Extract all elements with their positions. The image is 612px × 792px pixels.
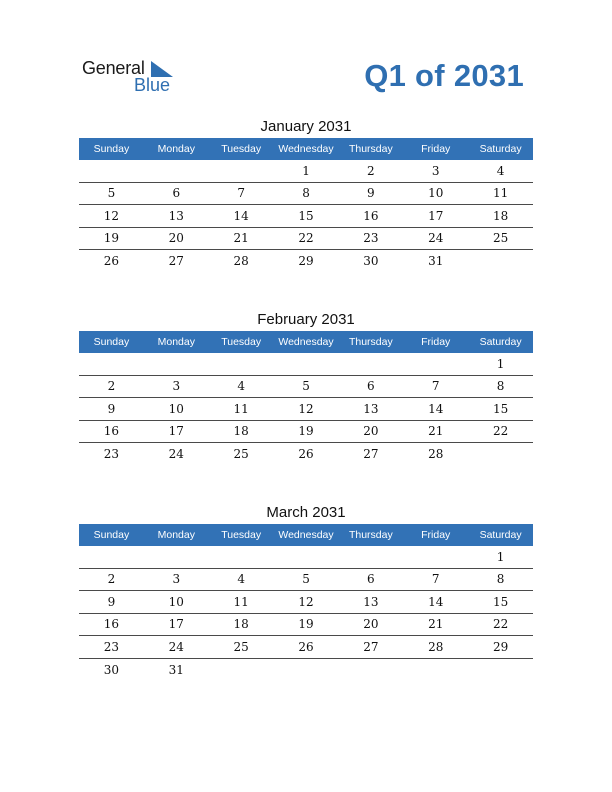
- day-cell: 27: [363, 639, 379, 654]
- weekday-header-row: [79, 524, 533, 546]
- day-cell: 11: [492, 186, 509, 201]
- day-cell: 2: [107, 379, 116, 394]
- week-row: [79, 546, 533, 569]
- day-cell: 23: [363, 231, 379, 246]
- week-row: [79, 376, 533, 399]
- day-cell: 3: [172, 379, 181, 394]
- day-cell: 8: [496, 379, 505, 394]
- day-cell: 30: [363, 254, 379, 269]
- day-cell: 6: [367, 379, 375, 394]
- day-cell: 6: [172, 186, 181, 201]
- weekday-header-cell: Tuesday: [221, 143, 262, 155]
- day-cell: 5: [302, 379, 310, 394]
- day-cell: 8: [496, 572, 505, 587]
- day-cell: 22: [492, 424, 509, 439]
- week-row: [79, 398, 533, 421]
- day-cell: 9: [107, 594, 116, 609]
- day-cell: 27: [363, 447, 379, 462]
- weekday-header-cell: Saturday: [479, 143, 522, 155]
- day-cell: 29: [492, 639, 509, 654]
- day-cell: 14: [428, 401, 444, 416]
- day-cell: 30: [103, 662, 120, 677]
- day-cell: 15: [492, 594, 509, 609]
- weekday-header-cell: Wednesday: [278, 336, 334, 348]
- day-cell: 7: [431, 379, 440, 394]
- day-cell: 16: [103, 424, 120, 439]
- day-cell: 9: [107, 401, 116, 416]
- day-cell: 25: [492, 231, 509, 246]
- week-row: [79, 614, 533, 637]
- day-cell: 19: [298, 617, 314, 632]
- day-cell: 10: [168, 401, 184, 416]
- weekday-header-cell: Sunday: [93, 143, 130, 155]
- day-cell: 31: [428, 254, 444, 269]
- day-cell: 12: [103, 208, 120, 223]
- day-cell: 4: [237, 572, 245, 587]
- day-cell: 1: [496, 549, 505, 564]
- day-cell: 20: [363, 424, 379, 439]
- day-cell: 24: [168, 639, 184, 654]
- day-cell: 17: [168, 617, 184, 632]
- weekday-header-cell: Thursday: [348, 529, 393, 541]
- day-cell: 27: [168, 254, 184, 269]
- weekday-header-cell: Thursday: [348, 143, 393, 155]
- weekday-header-cell: Friday: [421, 529, 451, 541]
- weekday-header-cell: Monday: [157, 529, 195, 541]
- weekday-header-row: [79, 331, 533, 353]
- day-cell: 3: [172, 572, 181, 587]
- month-january: [79, 116, 533, 273]
- day-cell: 9: [367, 186, 375, 201]
- day-cell: 25: [233, 639, 249, 654]
- week-row: [79, 353, 533, 376]
- day-cell: 10: [168, 594, 184, 609]
- day-cell: 28: [428, 447, 444, 462]
- day-cell: 10: [428, 186, 444, 201]
- weekday-header-cell: Monday: [157, 336, 195, 348]
- day-cell: 4: [237, 379, 245, 394]
- logo-text-blue: Blue: [134, 75, 171, 95]
- day-cell: 21: [233, 231, 249, 246]
- day-cell: 14: [233, 208, 249, 223]
- weekday-header-cell: Saturday: [479, 529, 522, 541]
- day-cell: 2: [107, 572, 116, 587]
- week-row: [79, 421, 533, 444]
- day-cell: 23: [103, 639, 120, 654]
- week-row: [79, 443, 533, 466]
- weekday-header-cell: Saturday: [479, 336, 522, 348]
- day-cell: 2: [367, 163, 375, 178]
- day-cell: 16: [363, 208, 379, 223]
- weekday-header-cell: Monday: [157, 143, 195, 155]
- month-february: [79, 309, 533, 466]
- day-cell: 12: [298, 594, 314, 609]
- day-cell: 18: [233, 424, 249, 439]
- weekday-header-cell: Tuesday: [221, 336, 262, 348]
- logo-text-general: General: [82, 58, 145, 78]
- day-cell: 4: [496, 163, 505, 178]
- day-cell: 23: [103, 447, 120, 462]
- day-cell: 24: [168, 447, 184, 462]
- day-cell: 25: [233, 447, 249, 462]
- day-cell: 13: [363, 401, 379, 416]
- day-cell: 7: [431, 572, 440, 587]
- day-cell: 15: [298, 208, 314, 223]
- generalblue-logo: [82, 58, 182, 98]
- week-row: [79, 636, 533, 659]
- day-cell: 31: [168, 662, 184, 677]
- weekday-header-cell: Tuesday: [221, 529, 262, 541]
- day-cell: 17: [428, 208, 444, 223]
- month-title: February 2031: [257, 311, 355, 328]
- day-cell: 17: [168, 424, 184, 439]
- weekday-header-cell: Sunday: [93, 336, 130, 348]
- quarter-title: Q1 of 2031: [364, 58, 524, 93]
- day-cell: 19: [103, 231, 120, 246]
- day-cell: 3: [431, 163, 440, 178]
- weekday-header-cell: Thursday: [348, 336, 393, 348]
- day-cell: 11: [233, 401, 249, 416]
- weekday-header-cell: Sunday: [93, 529, 130, 541]
- week-row: [79, 569, 533, 592]
- day-cell: 15: [492, 401, 509, 416]
- day-cell: 26: [103, 254, 120, 269]
- week-row: [79, 591, 533, 614]
- day-cell: 6: [367, 572, 375, 587]
- day-cell: 1: [496, 356, 505, 371]
- day-cell: 5: [302, 572, 310, 587]
- day-cell: 5: [107, 186, 116, 201]
- day-cell: 28: [428, 639, 444, 654]
- day-cell: 21: [428, 424, 444, 439]
- day-cell: 13: [363, 594, 379, 609]
- day-cell: 24: [428, 231, 444, 246]
- week-row: [79, 183, 533, 206]
- month-title: March 2031: [266, 504, 346, 521]
- day-cell: 21: [428, 617, 444, 632]
- day-cell: 22: [492, 617, 509, 632]
- weekday-header-row: [79, 138, 533, 160]
- week-row: [79, 228, 533, 251]
- weekday-header-cell: Friday: [421, 336, 451, 348]
- day-cell: 26: [298, 639, 314, 654]
- month-march: [79, 502, 533, 681]
- day-cell: 16: [103, 617, 120, 632]
- day-cell: 20: [168, 231, 184, 246]
- day-cell: 20: [363, 617, 379, 632]
- day-cell: 29: [298, 254, 314, 269]
- week-row: [79, 205, 533, 228]
- day-cell: 19: [298, 424, 314, 439]
- day-cell: 26: [298, 447, 314, 462]
- day-cell: 13: [168, 208, 184, 223]
- day-cell: 14: [428, 594, 444, 609]
- day-cell: 1: [302, 163, 310, 178]
- day-cell: 18: [492, 208, 509, 223]
- week-row: [79, 250, 533, 273]
- day-cell: 12: [298, 401, 314, 416]
- day-cell: 8: [302, 186, 310, 201]
- weekday-header-cell: Wednesday: [278, 529, 334, 541]
- day-cell: 18: [233, 617, 249, 632]
- day-cell: 22: [298, 231, 314, 246]
- day-cell: 28: [233, 254, 249, 269]
- week-row: [79, 659, 533, 682]
- day-cell: 11: [233, 594, 249, 609]
- month-title: January 2031: [260, 118, 352, 135]
- day-cell: 7: [237, 186, 245, 201]
- weekday-header-cell: Friday: [421, 143, 451, 155]
- weekday-header-cell: Wednesday: [278, 143, 334, 155]
- week-row: [79, 160, 533, 183]
